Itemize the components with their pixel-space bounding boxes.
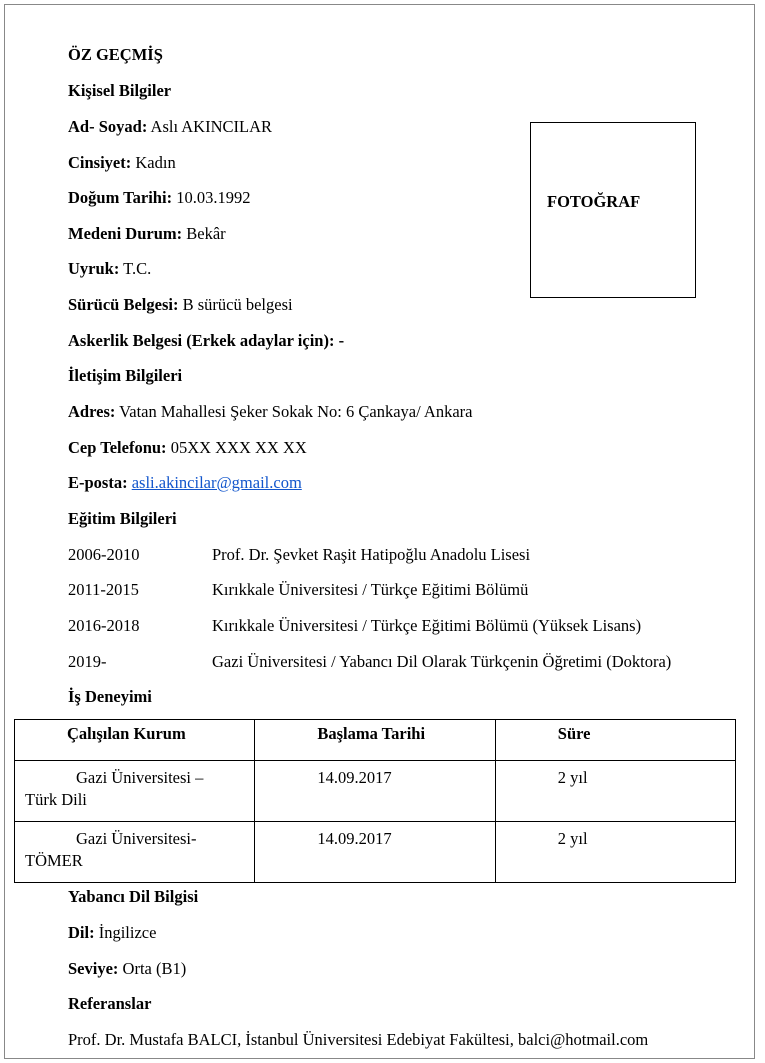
- nationality-row: [68, 259, 151, 279]
- work-table: [14, 719, 736, 883]
- column-header-duration: Süre: [495, 720, 735, 761]
- document-title: ÖZ GEÇMİŞ: [68, 45, 163, 64]
- phone-row: [68, 438, 307, 458]
- duration-cell: 2 yıl: [495, 761, 735, 822]
- gender-label: Cinsiyet:: [68, 153, 132, 172]
- education-school: Prof. Dr. Şevket Raşit Hatipoğlu Anadolu Lisesi: [212, 545, 531, 564]
- education-heading: Eğitim Bilgileri: [68, 509, 177, 528]
- education-years: 2019-: [68, 652, 107, 671]
- org-line1: Gazi Üniversitesi-: [76, 829, 197, 848]
- org-line1: Gazi Üniversitesi –: [76, 768, 204, 787]
- name-row: [68, 117, 272, 137]
- email-link[interactable]: asli.akincilar@gmail.com: [131, 473, 302, 492]
- name-label: Ad- Soyad:: [68, 117, 148, 136]
- level-row: [68, 959, 186, 979]
- gender-row: [68, 153, 176, 173]
- phone-value: 05XX XXX XX XX: [166, 438, 307, 457]
- photo-placeholder: [530, 122, 696, 298]
- education-years: 2011-2015: [68, 580, 139, 599]
- phone-label: Cep Telefonu:: [68, 438, 167, 457]
- column-header-org: Çalışılan Kurum: [15, 720, 255, 761]
- org-cell: [15, 761, 255, 822]
- address-row: [68, 402, 472, 422]
- language-value: İngilizce: [94, 923, 157, 942]
- contact-heading: İletişim Bilgileri: [68, 366, 183, 385]
- duration-cell: 2 yıl: [495, 822, 735, 883]
- license-label: Sürücü Belgesi:: [68, 295, 179, 314]
- personal-heading: Kişisel Bilgiler: [68, 81, 172, 100]
- column-header-start: Başlama Tarihi: [255, 720, 495, 761]
- references-heading: Referanslar: [68, 994, 152, 1013]
- military-row: Askerlik Belgesi (Erkek adaylar için): -: [68, 331, 345, 350]
- start-cell: 14.09.2017: [255, 761, 495, 822]
- org-cell: [15, 822, 255, 883]
- address-value: Vatan Mahallesi Şeker Sokak No: 6 Çankaya/ Ankara: [115, 402, 473, 421]
- table-row: [15, 761, 736, 822]
- birth-row: [68, 188, 250, 208]
- education-years: 2006-2010: [68, 545, 140, 564]
- marital-label: Medeni Durum:: [68, 224, 183, 243]
- license-row: [68, 295, 293, 315]
- level-value: Orta (B1): [118, 959, 187, 978]
- marital-value: Bekâr: [182, 224, 226, 243]
- level-label: Seviye:: [68, 959, 119, 978]
- table-row: [15, 822, 736, 883]
- education-school: Gazi Üniversitesi / Yabancı Dil Olarak Türkçenin Öğretimi (Doktora): [212, 652, 672, 671]
- education-school: Kırıkkale Üniversitesi / Türkçe Eğitimi Bölümü (Yüksek Lisans): [212, 616, 642, 635]
- table-header-row: [15, 720, 736, 761]
- reference-text: Prof. Dr. Mustafa BALCI, İstanbul Üniversitesi Edebiyat Fakültesi, balci@hotmail.com: [68, 1030, 649, 1049]
- birth-value: 10.03.1992: [172, 188, 251, 207]
- email-row: [68, 473, 302, 493]
- nationality-label: Uyruk:: [68, 259, 120, 278]
- name-value: Aslı AKINCILAR: [147, 117, 272, 136]
- license-value: B sürücü belgesi: [178, 295, 293, 314]
- language-row: [68, 923, 156, 943]
- education-school: Kırıkkale Üniversitesi / Türkçe Eğitimi Bölümü: [212, 580, 529, 599]
- org-line2: TÖMER: [25, 851, 83, 870]
- work-heading: İş Deneyimi: [68, 687, 152, 706]
- start-cell: 14.09.2017: [255, 822, 495, 883]
- birth-label: Doğum Tarihi:: [68, 188, 173, 207]
- language-heading: Yabancı Dil Bilgisi: [68, 887, 199, 906]
- education-years: 2016-2018: [68, 616, 140, 635]
- gender-value: Kadın: [131, 153, 176, 172]
- org-line2: Türk Dili: [25, 790, 87, 809]
- nationality-value: T.C.: [119, 259, 152, 278]
- language-label: Dil:: [68, 923, 95, 942]
- email-label: E-posta:: [68, 473, 128, 492]
- address-label: Adres:: [68, 402, 116, 421]
- marital-row: [68, 224, 226, 244]
- photo-label: FOTOĞRAF: [547, 192, 641, 211]
